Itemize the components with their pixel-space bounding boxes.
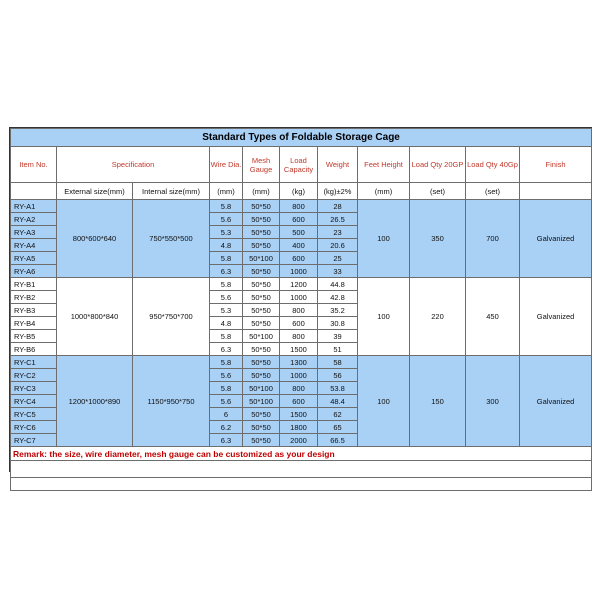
weight-cell: 58 <box>318 356 358 369</box>
item-no-cell: RY-B1 <box>11 278 57 291</box>
wire-dia-cell: 5.6 <box>210 291 243 304</box>
external-size-cell: 1200*1000*890 <box>57 356 133 447</box>
weight-cell: 48.4 <box>318 395 358 408</box>
spec-table-frame <box>9 127 592 472</box>
wire-dia-cell: 5.8 <box>210 200 243 213</box>
wire-dia-cell: 4.8 <box>210 317 243 330</box>
mesh-gauge-cell: 50*50 <box>243 239 280 252</box>
load-qty-20gp-cell: 220 <box>410 278 466 356</box>
load-capacity-cell: 1000 <box>280 369 318 382</box>
weight-cell: 65 <box>318 421 358 434</box>
item-no-cell: RY-B6 <box>11 343 57 356</box>
item-no-cell: RY-C5 <box>11 408 57 421</box>
finish-cell: Galvanized <box>520 200 592 278</box>
wire-dia-cell: 6.3 <box>210 434 243 447</box>
subheader-qty40-unit: (set) <box>466 183 520 200</box>
mesh-gauge-cell: 50*100 <box>243 330 280 343</box>
item-no-cell: RY-C3 <box>11 382 57 395</box>
load-capacity-cell: 1500 <box>280 343 318 356</box>
weight-cell: 30.8 <box>318 317 358 330</box>
mesh-gauge-cell: 50*50 <box>243 408 280 421</box>
item-no-cell: RY-C1 <box>11 356 57 369</box>
wire-dia-cell: 4.8 <box>210 239 243 252</box>
load-capacity-cell: 600 <box>280 395 318 408</box>
load-capacity-cell: 1800 <box>280 421 318 434</box>
blank-row <box>11 461 592 478</box>
load-capacity-cell: 1000 <box>280 265 318 278</box>
external-size-cell: 1000*800*840 <box>57 278 133 356</box>
subheader-weight-unit: (kg)±2% <box>318 183 358 200</box>
table-row <box>11 278 592 291</box>
load-capacity-cell: 1000 <box>280 291 318 304</box>
load-capacity-cell: 800 <box>280 382 318 395</box>
subheader-feet-unit: (mm) <box>358 183 410 200</box>
weight-cell: 26.5 <box>318 213 358 226</box>
weight-cell: 35.2 <box>318 304 358 317</box>
subheader-load-unit: (kg) <box>280 183 318 200</box>
load-capacity-cell: 500 <box>280 226 318 239</box>
table-row <box>11 200 592 213</box>
subheader-mesh-unit: (mm) <box>243 183 280 200</box>
spec-table <box>10 128 592 491</box>
weight-cell: 53.8 <box>318 382 358 395</box>
mesh-gauge-cell: 50*50 <box>243 369 280 382</box>
item-no-cell: RY-A6 <box>11 265 57 278</box>
wire-dia-cell: 5.6 <box>210 213 243 226</box>
weight-cell: 20.6 <box>318 239 358 252</box>
subheader-wire-unit: (mm) <box>210 183 243 200</box>
weight-cell: 42.8 <box>318 291 358 304</box>
wire-dia-cell: 6 <box>210 408 243 421</box>
wire-dia-cell: 5.6 <box>210 395 243 408</box>
load-capacity-cell: 800 <box>280 200 318 213</box>
wire-dia-cell: 5.8 <box>210 382 243 395</box>
feet-height-cell: 100 <box>358 278 410 356</box>
weight-cell: 51 <box>318 343 358 356</box>
load-capacity-cell: 1500 <box>280 408 318 421</box>
mesh-gauge-cell: 50*50 <box>243 304 280 317</box>
weight-cell: 25 <box>318 252 358 265</box>
header-load-qty-20gp: Load Qty 20GP <box>410 147 466 183</box>
mesh-gauge-cell: 50*50 <box>243 317 280 330</box>
mesh-gauge-cell: 50*50 <box>243 291 280 304</box>
header-finish: Finish <box>520 147 592 183</box>
load-qty-40gp-cell: 700 <box>466 200 520 278</box>
internal-size-cell: 750*550*500 <box>133 200 210 278</box>
item-no-cell: RY-C7 <box>11 434 57 447</box>
header-wire-dia: Wire Dia. <box>210 147 243 183</box>
wire-dia-cell: 6.3 <box>210 343 243 356</box>
weight-cell: 56 <box>318 369 358 382</box>
finish-cell: Galvanized <box>520 356 592 447</box>
subheader-external-size: External size(mm) <box>57 183 133 200</box>
subheader-internal-size: Internal size(mm) <box>133 183 210 200</box>
feet-height-cell: 100 <box>358 356 410 447</box>
load-capacity-cell: 600 <box>280 252 318 265</box>
subheader-finish-blank <box>520 183 592 200</box>
mesh-gauge-cell: 50*50 <box>243 356 280 369</box>
weight-cell: 44.8 <box>318 278 358 291</box>
load-capacity-cell: 800 <box>280 330 318 343</box>
load-qty-20gp-cell: 350 <box>410 200 466 278</box>
load-capacity-cell: 600 <box>280 213 318 226</box>
load-capacity-cell: 1300 <box>280 356 318 369</box>
load-capacity-cell: 600 <box>280 317 318 330</box>
header-mesh-gauge: Mesh Gauge <box>243 147 280 183</box>
wire-dia-cell: 5.8 <box>210 330 243 343</box>
mesh-gauge-cell: 50*100 <box>243 395 280 408</box>
load-capacity-cell: 400 <box>280 239 318 252</box>
wire-dia-cell: 5.3 <box>210 304 243 317</box>
wire-dia-cell: 5.8 <box>210 278 243 291</box>
mesh-gauge-cell: 50*50 <box>243 421 280 434</box>
mesh-gauge-cell: 50*50 <box>243 265 280 278</box>
wire-dia-cell: 5.3 <box>210 226 243 239</box>
weight-cell: 62 <box>318 408 358 421</box>
mesh-gauge-cell: 50*100 <box>243 382 280 395</box>
mesh-gauge-cell: 50*100 <box>243 252 280 265</box>
mesh-gauge-cell: 50*50 <box>243 434 280 447</box>
finish-cell: Galvanized <box>520 278 592 356</box>
wire-dia-cell: 5.8 <box>210 356 243 369</box>
wire-dia-cell: 5.8 <box>210 252 243 265</box>
item-no-cell: RY-A5 <box>11 252 57 265</box>
item-no-cell: RY-A4 <box>11 239 57 252</box>
item-no-cell: RY-C4 <box>11 395 57 408</box>
header-weight: Weight <box>318 147 358 183</box>
weight-cell: 66.5 <box>318 434 358 447</box>
remark-text: Remark: the size, wire diameter, mesh gauge can be customized as your design <box>11 447 592 461</box>
item-no-cell: RY-B3 <box>11 304 57 317</box>
item-no-cell: RY-C2 <box>11 369 57 382</box>
internal-size-cell: 1150*950*750 <box>133 356 210 447</box>
weight-cell: 39 <box>318 330 358 343</box>
blank-row <box>11 478 592 491</box>
load-qty-20gp-cell: 150 <box>410 356 466 447</box>
item-no-cell: RY-A2 <box>11 213 57 226</box>
load-capacity-cell: 2000 <box>280 434 318 447</box>
item-no-cell: RY-A1 <box>11 200 57 213</box>
header-load-qty-40gp: Load Qty 40Gp <box>466 147 520 183</box>
mesh-gauge-cell: 50*50 <box>243 226 280 239</box>
wire-dia-cell: 6.3 <box>210 265 243 278</box>
weight-cell: 33 <box>318 265 358 278</box>
mesh-gauge-cell: 50*50 <box>243 213 280 226</box>
item-no-cell: RY-B5 <box>11 330 57 343</box>
load-capacity-cell: 800 <box>280 304 318 317</box>
item-no-cell: RY-A3 <box>11 226 57 239</box>
feet-height-cell: 100 <box>358 200 410 278</box>
internal-size-cell: 950*750*700 <box>133 278 210 356</box>
header-load-capacity: Load Capacity <box>280 147 318 183</box>
external-size-cell: 800*600*640 <box>57 200 133 278</box>
table-row <box>11 356 592 369</box>
weight-cell: 23 <box>318 226 358 239</box>
table-title: Standard Types of Foldable Storage Cage <box>11 129 592 147</box>
header-feet-height: Feet Height <box>358 147 410 183</box>
subheader-qty20-unit: (set) <box>410 183 466 200</box>
weight-cell: 28 <box>318 200 358 213</box>
header-specification: Specification <box>57 147 210 183</box>
wire-dia-cell: 5.6 <box>210 369 243 382</box>
load-qty-40gp-cell: 300 <box>466 356 520 447</box>
mesh-gauge-cell: 50*50 <box>243 343 280 356</box>
wire-dia-cell: 6.2 <box>210 421 243 434</box>
item-no-cell: RY-C6 <box>11 421 57 434</box>
subheader-blank <box>11 183 57 200</box>
load-qty-40gp-cell: 450 <box>466 278 520 356</box>
item-no-cell: RY-B4 <box>11 317 57 330</box>
item-no-cell: RY-B2 <box>11 291 57 304</box>
header-item-no: Item No. <box>11 147 57 183</box>
load-capacity-cell: 1200 <box>280 278 318 291</box>
mesh-gauge-cell: 50*50 <box>243 200 280 213</box>
mesh-gauge-cell: 50*50 <box>243 278 280 291</box>
